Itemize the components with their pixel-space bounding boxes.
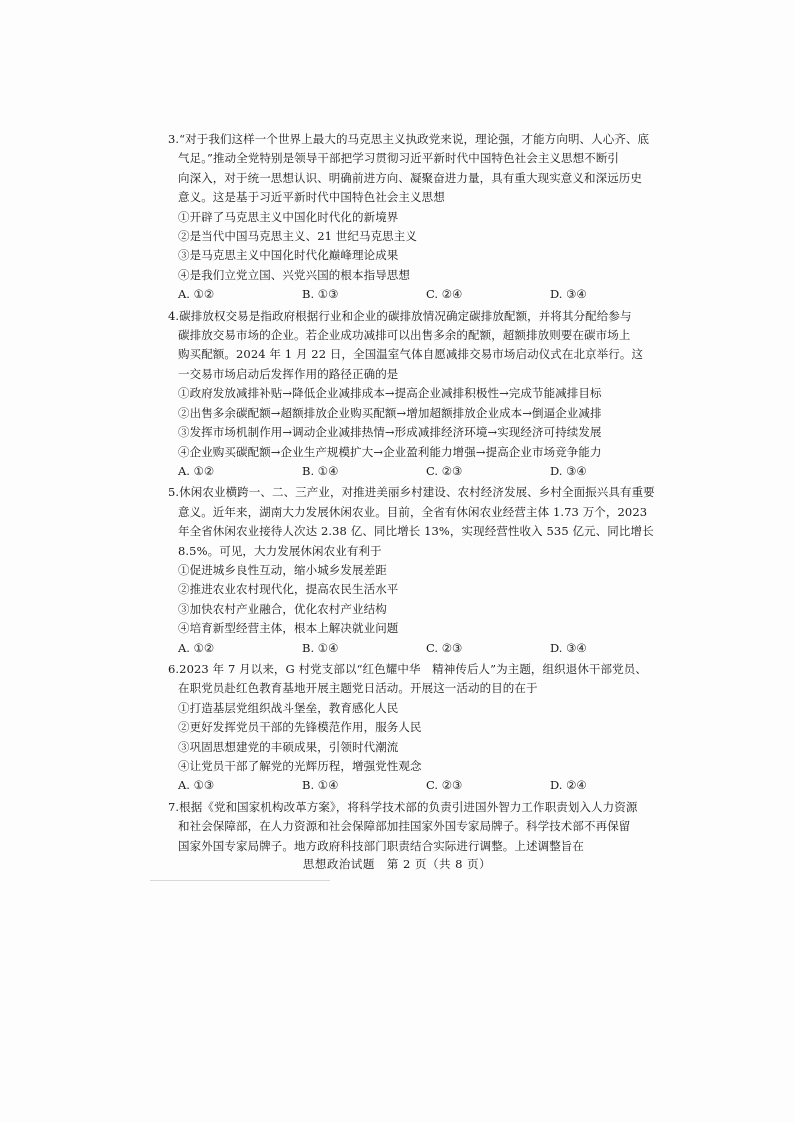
question-3-stem-line: 意义。这是基于习近平新时代中国特色社会主义思想	[178, 190, 445, 205]
answer-choice-b: B. ①④	[302, 463, 339, 478]
answer-choice-d: D. ③④	[550, 463, 587, 478]
question-7	[168, 798, 638, 856]
question-7-stem-line: 国家外国专家局牌子。地方政府科技部门职责结合实际进行调整。上述调整旨在	[178, 838, 584, 853]
question-4-option: ③发挥市场机制作用→调动企业减排热情→形成减排经济环境→实现经济可持续发展	[178, 425, 602, 440]
question-3-answer-choices	[168, 285, 638, 304]
question-5	[168, 483, 655, 658]
answer-choice-c: C. ②④	[426, 287, 463, 302]
question-6-answer-choices	[168, 776, 638, 795]
question-3-stem-line: 3.“对于我们这样一个世界上最大的马克思主义执政党来说，理论强，才能方向明、人心齐、底	[168, 132, 650, 146]
question-7-stem-line: 7.根据《党和国家机构改革方案》，将科学技术部的负责引进国外智力工作职责划入人力资源	[168, 799, 638, 814]
question-4-stem-line: 购买配额。2024 年 1 月 22 日，全国温室气体自愿减排交易市场启动仪式在北京举行。这	[178, 347, 644, 362]
answer-choice-c: C. ②③	[426, 463, 463, 478]
question-6-option: ④让党员干部了解党的光辉历程，增强党性观念	[178, 759, 422, 773]
question-5-stem-line: 8.5%。可见，大力发展休闲农业有利于	[178, 543, 382, 558]
answer-choice-b: B. ①③	[302, 287, 339, 302]
question-4-option: ②出售多余碳配额→超额排放企业购买配额→增加超额排放企业成本→倒逼企业减排	[178, 405, 602, 420]
answer-choice-c: C. ②③	[426, 778, 463, 793]
question-3-option: ①开辟了马克思主义中国化时代化的新境界	[178, 209, 399, 224]
question-6	[168, 660, 647, 796]
question-3-option: ④是我们立党立国、兴党兴国的根本指导思想	[178, 267, 410, 282]
question-5-option: ②推进农业农村现代化，提高农民生活水平	[178, 582, 399, 597]
answer-choice-a: A. ①②	[178, 287, 215, 302]
answer-choice-a: A. ①②	[178, 463, 215, 478]
question-4-option: ①政府发放减排补贴→降低企业减排成本→提高企业减排积极性→完成节能减排目标	[178, 386, 602, 401]
page-footer: 思想政治试题 第 2 页（共 8 页）	[302, 857, 492, 871]
question-5-option: ④培育新型经营主体，根本上解决就业问题	[178, 621, 399, 636]
question-3-stem-line: 向深入，对于统一思想认识、明确前进方向、凝聚奋进力量，具有重大现实意义和深远历史	[178, 170, 642, 185]
question-4-stem-line: 碳排放交易市场的企业。若企业成功减排可以出售多余的配额，超额排放则要在碳市场上	[178, 328, 631, 343]
question-6-option: ③巩固思想建党的丰硕成果，引领时代潮流	[178, 739, 399, 754]
answer-choice-d: D. ③④	[550, 640, 587, 655]
scan-edge-line	[150, 880, 330, 881]
question-6-stem-line: 在职党员赴红色教育基地开展主题党日活动。开展这一活动的目的在于	[178, 681, 538, 696]
answer-choice-d: D. ③④	[550, 287, 587, 302]
question-5-stem-line: 5.休闲农业横跨一、二、三产业，对推进美丽乡村建设、农村经济发展、乡村全面振兴具有重要	[168, 485, 655, 500]
question-6-option: ①打造基层党组织战斗堡垒，教育感化人民	[178, 700, 399, 715]
question-5-option: ①促进城乡良性互动，缩小城乡发展差距	[178, 562, 387, 577]
answer-choice-d: D. ②④	[550, 778, 587, 793]
answer-choice-a: A. ①②	[178, 640, 215, 655]
question-3	[168, 130, 650, 305]
question-5-stem-line: 年全省休闲农业接待人次达 2.38 亿、同比增长 13%，实现经营性收入 535 亿元、同比增长	[178, 524, 654, 539]
question-6-option: ②更好发挥党员干部的先锋模范作用，服务人民	[178, 720, 422, 735]
question-4-stem-line: 一交易市场启动后发挥作用的路径正确的是	[178, 366, 399, 381]
question-3-option: ②是当代中国马克思主义、21 世纪马克思主义	[178, 229, 417, 244]
question-5-option: ③加快农村产业融合，优化农村产业结构	[178, 601, 387, 616]
question-3-option: ③是马克思主义中国化时代化巅峰理论成果	[178, 248, 399, 263]
question-5-answer-choices	[168, 639, 638, 658]
answer-choice-b: B. ①④	[302, 778, 339, 793]
answer-choice-b: B. ①④	[302, 640, 339, 655]
question-3-stem-line: 气足。”推动全党特别是领导干部把学习贯彻习近平新时代中国特色社会主义思想不断引	[178, 151, 620, 166]
question-4-answer-choices	[168, 462, 638, 481]
question-5-stem-line: 意义。近年来，湖南大力发展休闲农业。目前，全省有休闲农业经营主体 1.73 万个，2023	[178, 504, 648, 519]
question-4-stem-line: 4.碳排放权交易是指政府根据行业和企业的碳排放情况确定碳排放配额，并将其分配给参与	[168, 308, 632, 323]
question-4	[168, 307, 644, 482]
question-7-stem-line: 和社会保障部，在人力资源和社会保障部加挂国家外国专家局牌子。科学技术部不再保留	[178, 819, 631, 834]
page-content	[168, 130, 655, 858]
question-4-option: ④企业购买碳配额→企业生产规模扩大→企业盈利能力增强→提高企业市场竞争能力	[178, 444, 602, 459]
answer-choice-c: C. ②③	[426, 640, 463, 655]
answer-choice-a: A. ①③	[178, 778, 215, 793]
question-6-stem-line: 6.2023 年 7 月以来，G 村党支部以“红色耀中华 精神传后人”为主题，组织退休干部党员、	[168, 661, 647, 676]
